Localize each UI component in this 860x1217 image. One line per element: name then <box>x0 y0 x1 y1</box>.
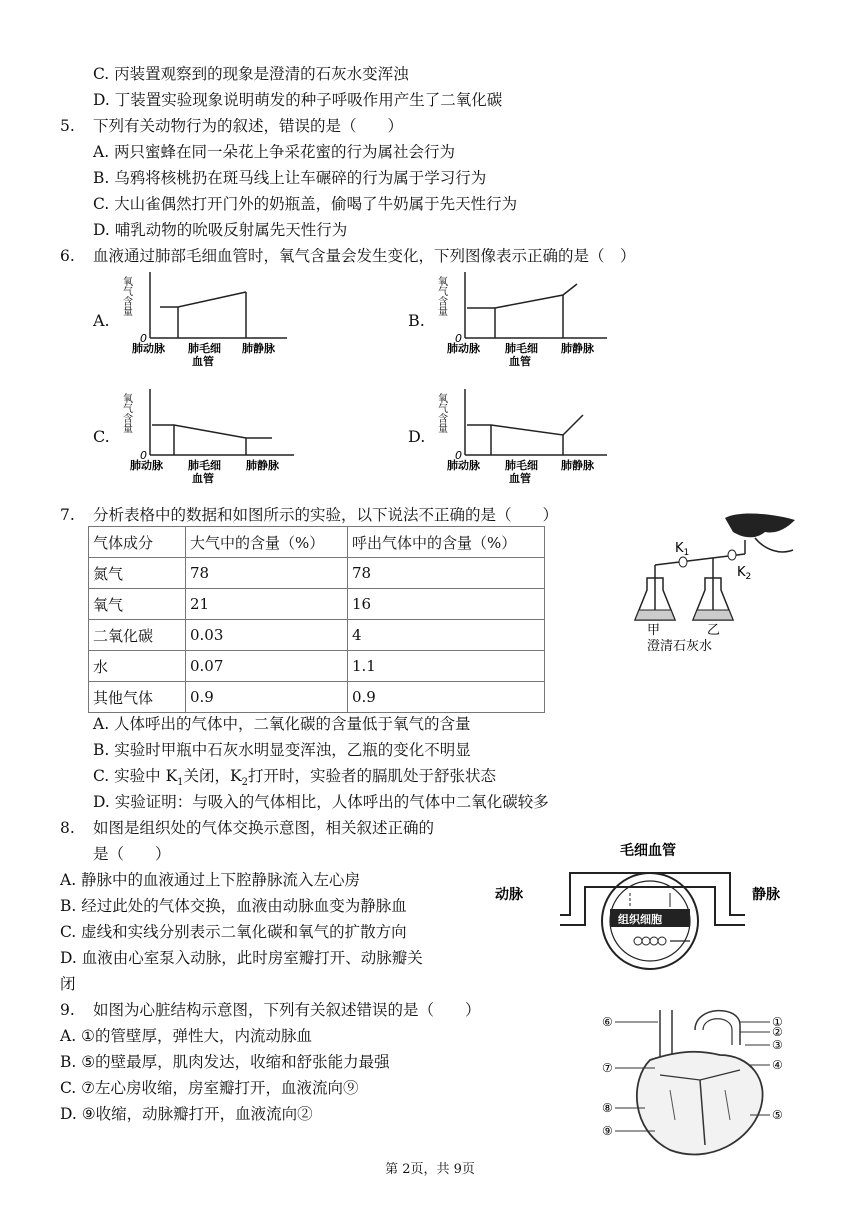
flask-jia-label: 甲 <box>647 623 661 638</box>
q6-option-a-label: A. <box>93 311 110 330</box>
heart-label-5: ⑤ <box>772 1108 783 1122</box>
q6-graph-d-x2: 肺毛细 <box>505 459 538 472</box>
table-cell: 氧气 <box>89 589 186 620</box>
q6-graph-b-origin: 0 <box>455 332 462 345</box>
q6-graph-b-x1: 肺动脉 <box>447 342 480 355</box>
q6-graph-b-x2b: 血管 <box>509 355 531 368</box>
q6-graph-a <box>122 268 292 368</box>
table-cell: 0.07 <box>186 651 348 682</box>
table-cell: 16 <box>348 589 545 620</box>
vein-label: 静脉 <box>752 887 780 903</box>
heart-label-7: ⑦ <box>602 1061 613 1075</box>
q6-option-c-label: C. <box>93 427 110 446</box>
q6-graph-b <box>437 268 612 368</box>
q8-stem-line1: 如图是组织处的气体交换示意图，相关叙述正确的 <box>93 819 435 837</box>
q7-option-d: D. 实验证明：与吸入的气体相比，人体呼出的气体中二氧化碳较多 <box>93 793 549 811</box>
q5-option-a: A. 两只蜜蜂在同一朵花上争采花蜜的行为属社会行为 <box>93 143 456 161</box>
table-row <box>89 558 545 589</box>
heart-label-4: ④ <box>772 1058 783 1072</box>
q9-number: 9. <box>60 1001 75 1019</box>
q6-graph-c-origin: 0 <box>140 449 147 462</box>
k2-label: $K_2$ <box>737 565 752 582</box>
capillary-label: 毛细血管 <box>620 843 676 859</box>
q6-graph-c <box>122 385 297 485</box>
q6-graph-b-ylabel: 氧气含量 <box>435 276 447 316</box>
q6-graph-d-origin: 0 <box>455 449 462 462</box>
q6-graph-c-x1: 肺动脉 <box>130 459 163 472</box>
gas-exchange-figure <box>490 835 810 975</box>
heart-label-3: ③ <box>772 1038 783 1052</box>
q8-option-b: B. 经过此处的气体交换，血液由动脉血变为静脉血 <box>60 897 407 915</box>
q6-graph-d-x2b: 血管 <box>509 472 531 485</box>
q9-option-b: B. ⑤的壁最厚，肌肉发达，收缩和舒张能力最强 <box>60 1053 390 1071</box>
q6-graph-a-x1: 肺动脉 <box>132 342 165 355</box>
heart-label-2: ② <box>772 1025 783 1039</box>
q7-option-a: A. 人体呼出的气体中，二氧化碳的含量低于氧气的含量 <box>93 715 471 733</box>
page-footer: 第 2页，共 9页 <box>385 1162 475 1177</box>
gas-table <box>88 526 545 713</box>
table-cell: 1.1 <box>348 651 545 682</box>
table-header: 气体成分 <box>89 527 186 558</box>
table-cell: 氮气 <box>89 558 186 589</box>
q8-stem-line2: 是（ ） <box>93 845 171 863</box>
heart-structure-figure <box>600 1000 810 1165</box>
q9-option-d: D. ⑨收缩，动脉瓣打开，血液流向② <box>60 1105 313 1123</box>
q6-graph-a-ylabel: 氧气含量 <box>120 276 132 316</box>
table-cell: 21 <box>186 589 348 620</box>
table-row <box>89 589 545 620</box>
table-row <box>89 651 545 682</box>
table-row <box>89 682 545 713</box>
q6-graph-c-x3: 肺静脉 <box>246 459 279 472</box>
q4-option-c: C. 丙装置观察到的现象是澄清的石灰水变浑浊 <box>93 65 409 83</box>
q6-graph-c-ylabel: 氧气含量 <box>120 393 132 433</box>
k1-label: $K_1$ <box>675 541 690 558</box>
table-cell: 78 <box>186 558 348 589</box>
q8-number: 8. <box>60 819 75 837</box>
q6-option-b-label: B. <box>408 311 425 330</box>
q6-graph-a-x2: 肺毛细 <box>188 342 221 355</box>
q5-stem: 下列有关动物行为的叙述，错误的是（ ） <box>93 117 404 135</box>
q7-option-b: B. 实验时甲瓶中石灰水明显变浑浊，乙瓶的变化不明显 <box>93 741 471 759</box>
q6-graph-d <box>437 385 612 485</box>
flask-apparatus-figure <box>625 510 810 660</box>
q6-graph-d-x3: 肺静脉 <box>561 459 594 472</box>
table-cell: 4 <box>348 620 545 651</box>
q6-graph-b-x3: 肺静脉 <box>561 342 594 355</box>
table-row <box>89 620 545 651</box>
q5-option-b: B. 乌鸦将核桃扔在斑马线上让车碾碎的行为属于学习行为 <box>93 169 487 187</box>
q8-option-d-line2: 闭 <box>60 975 76 993</box>
q6-graph-c-x2: 肺毛细 <box>188 459 221 472</box>
table-cell: 二氧化碳 <box>89 620 186 651</box>
table-cell: 0.03 <box>186 620 348 651</box>
heart-label-8: ⑧ <box>602 1101 613 1115</box>
heart-label-1: ① <box>772 1015 783 1029</box>
q6-graph-a-x2b: 血管 <box>192 355 214 368</box>
q6-graph-b-x2: 肺毛细 <box>505 342 538 355</box>
q4-option-d: D. 丁装置实验现象说明萌发的种子呼吸作用产生了二氧化碳 <box>93 91 503 109</box>
q6-number: 6. <box>60 247 75 265</box>
table-cell: 0.9 <box>186 682 348 713</box>
table-cell: 其他气体 <box>89 682 186 713</box>
q5-option-d: D. 哺乳动物的吮吸反射属先天性行为 <box>93 221 348 239</box>
q6-stem: 血液通过肺部毛细血管时，氧气含量会发生变化，下列图像表示正确的是（ ） <box>93 247 636 265</box>
table-cell: 0.9 <box>348 682 545 713</box>
heart-label-6: ⑥ <box>602 1015 613 1029</box>
table-header-row <box>89 527 545 558</box>
table-header: 大气中的含量（%） <box>186 527 348 558</box>
q6-graph-c-x2b: 血管 <box>192 472 214 485</box>
tissue-cell-label: 组织细胞 <box>618 913 662 926</box>
table-header: 呼出气体中的含量（%） <box>348 527 545 558</box>
q6-graph-d-x1: 肺动脉 <box>447 459 480 472</box>
q6-graph-a-origin: 0 <box>140 332 147 345</box>
q9-option-c: C. ⑦左心房收缩，房室瓣打开，血液流向⑨ <box>60 1079 359 1097</box>
q6-option-d-label: D. <box>408 427 426 446</box>
q6-graph-d-ylabel: 氧气含量 <box>435 393 447 433</box>
q6-graph-a-x3: 肺静脉 <box>242 342 275 355</box>
q8-option-c: C. 虚线和实线分别表示二氧化碳和氧气的扩散方向 <box>60 923 407 941</box>
q9-option-a: A. ①的管壁厚，弹性大，内流动脉血 <box>60 1027 312 1045</box>
q9-stem: 如图为心脏结构示意图，下列有关叙述错误的是（ ） <box>93 1001 481 1019</box>
heart-label-9: ⑨ <box>602 1124 613 1138</box>
q8-option-d-line1: D. 血液由心室泵入动脉，此时房室瓣打开、动脉瓣关 <box>60 949 423 967</box>
q5-number: 5. <box>60 117 75 135</box>
q7-stem: 分析表格中的数据和如图所示的实验，以下说法不正确的是（ ） <box>93 506 559 524</box>
q5-option-c: C. 大山雀偶然打开门外的奶瓶盖，偷喝了牛奶属于先天性行为 <box>93 195 518 213</box>
flask-yi-label: 乙 <box>707 623 721 638</box>
lime-water-label: 澄清石灰水 <box>647 639 713 654</box>
table-cell: 78 <box>348 558 545 589</box>
q7-option-c: C. 实验中 $K_1$关闭，$K_2$打开时，实验者的膈肌处于舒张状态 <box>93 767 497 789</box>
artery-label: 动脉 <box>495 887 523 903</box>
table-cell: 水 <box>89 651 186 682</box>
q7-number: 7. <box>60 506 75 524</box>
q8-option-a: A. 静脉中的血液通过上下腔静脉流入左心房 <box>60 871 361 889</box>
